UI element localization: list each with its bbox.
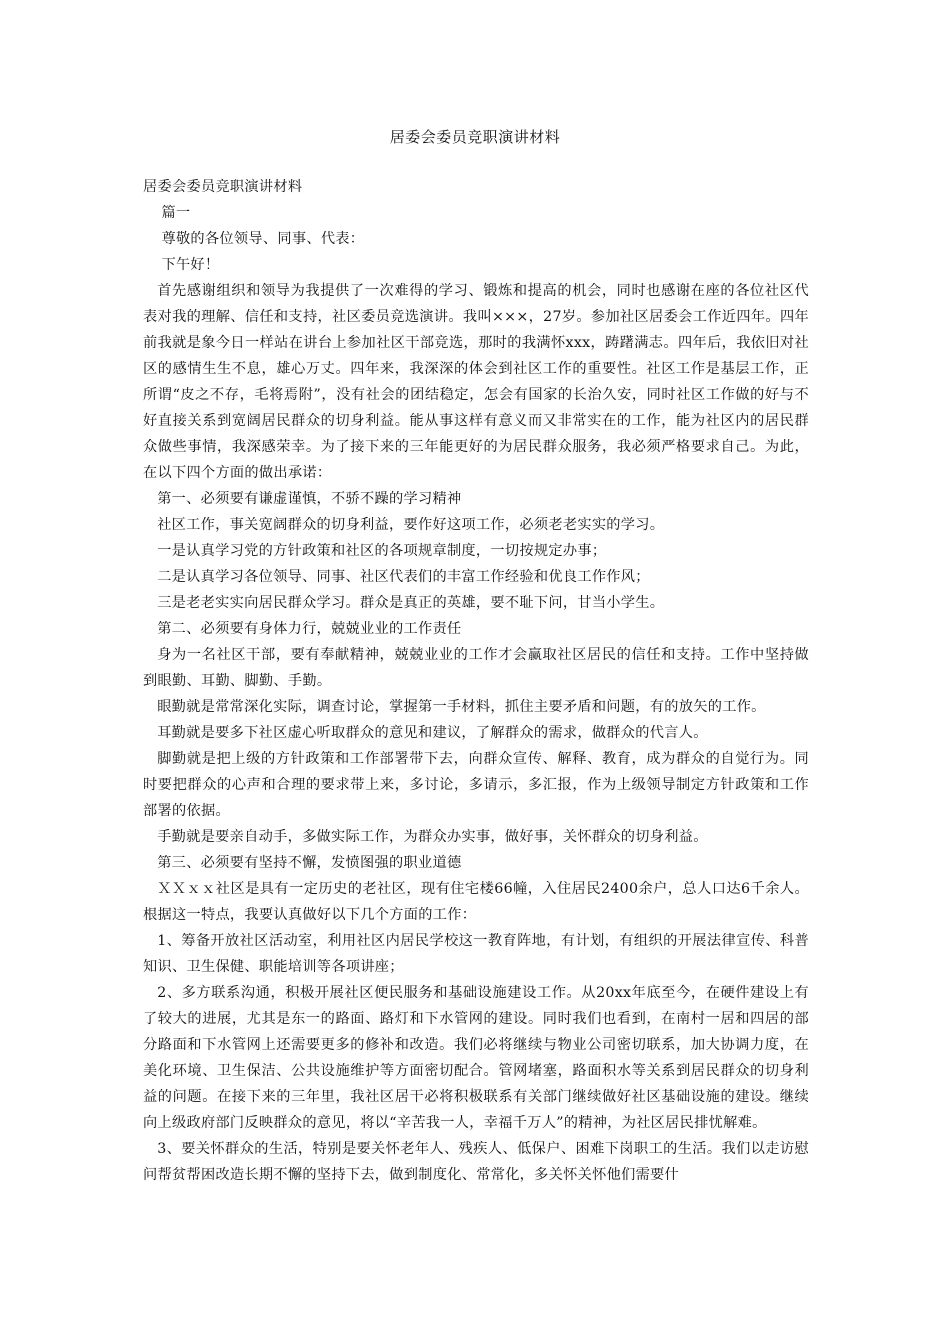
paragraph: 第三、必须要有坚持不懈，发愤图强的职业道德 bbox=[157, 855, 462, 871]
paragraph: 3、要关怀群众的生活，特别是要关怀老年人、残疾人、低保户、困难下岗职工的生活。我们以走访慰问帮贫帮困改造长期不懈的坚持下去，做到制度化、常常化，多关怀关怀他们需要什 bbox=[143, 1141, 809, 1183]
paragraph: 手勤就是要亲自动手，多做实际工作，为群众办实事，做好事，关怀群众的切身利益。 bbox=[157, 829, 708, 845]
paragraph: 眼勤就是常常深化实际，调查讨论，掌握第一手材料，抓住主要矛盾和问题，有的放矢的工作。 bbox=[157, 699, 766, 715]
body-heading: 居委会委员竞职演讲材料 bbox=[143, 179, 303, 195]
paragraph: 三是老老实实向居民群众学习。群众是真正的英雄，要不耻下问，甘当小学生。 bbox=[157, 595, 665, 611]
greeting: 下午好！ bbox=[161, 257, 220, 273]
paragraph: 社区工作，事关宽阔群众的切身利益，要作好这项工作，必须老老实实的学习。 bbox=[157, 517, 665, 533]
paragraph: 一是认真学习党的方针政策和社区的各项规章制度，一切按规定办事； bbox=[157, 543, 607, 559]
paragraph: 首先感谢组织和领导为我提供了一次难得的学习、锻炼和提高的机会，同时也感谢在座的各位社区代表对我的理解、信任和支持，社区委员竞选演讲。我叫×××，27岁。参加社区居委会工作近四年。四年前我就是象今日一样站在讲台上参加社区干部竞选，那时的我满怀xxx，踌躇满志。四年后，我依旧对社区的感情生生不息，雄心万丈。四年来，我深深的体会到社区工作的重要性。社区工作是基层工作，正所谓“皮之不存，毛将焉附”，没有社会的团结稳定，怎会有国家的长治久安，同时社区工作做的好与不好直接关系到宽阔居民群众的切身利益。能从事这样有意义而又非常实在的工作，能为社区内的居民群众做些事情，我深感荣幸。为了接下来的三年能更好的为居民群众服务，我必须严格要求自己。为此，在以下四个方面的做出承诺： bbox=[143, 283, 809, 481]
paragraph: 脚勤就是把上级的方针政策和工作部署带下去，向群众宣传、解释、教育，成为群众的自觉行为。同时要把群众的心声和合理的要求带上来，多讨论，多请示，多汇报，作为上级领导制定方针政策和工作部署的依据。 bbox=[143, 751, 809, 819]
paragraph: 第一、必须要有谦虚谨慎，不骄不躁的学习精神 bbox=[157, 491, 462, 507]
paragraph: 第二、必须要有身体力行，兢兢业业的工作责任 bbox=[157, 621, 462, 637]
document-title: 居委会委员竞职演讲材料 bbox=[389, 128, 561, 146]
paragraph: ＸＸｘｘ社区是具有一定历史的老社区，现有住宅楼66幢，入住居民2400余户，总人口达6千余人。根据这一特点，我要认真做好以下几个方面的工作： bbox=[143, 881, 809, 923]
section-label: 篇一 bbox=[161, 205, 191, 221]
paragraph: 1、筹备开放社区活动室，利用社区内居民学校这一教育阵地，有计划，有组织的开展法律宣传、科普知识、卫生保健、职能培训等各项讲座； bbox=[143, 933, 809, 975]
paragraph: 身为一名社区干部，要有奉献精神，兢兢业业的工作才会赢取社区居民的信任和支持。工作中坚持做到眼勤、耳勤、脚勤、手勤。 bbox=[143, 647, 809, 689]
salutation: 尊敬的各位领导、同事、代表： bbox=[161, 231, 365, 247]
paragraph: 2、多方联系沟通，积极开展社区便民服务和基础设施建设工作。从20xx年底至今，在硬件建设上有了较大的进展，尤其是东一的路面、路灯和下水管网的建设。同时我们也看到，在南村一居和四居的部分路面和下水管网上还需要更多的修补和改造。我们必将继续与物业公司密切联系，加大协调力度，在美化环境、卫生保洁、公共设施维护等方面密切配合。管网堵塞，路面积水等关系到居民群众的切身利益的问题。在接下来的三年里，我社区居干必将积极联系有关部门继续做好社区基础设施的建设。继续向上级政府部门反映群众的意见，将以“辛苦我一人，幸福千万人”的精神，为社区居民排忧解难。 bbox=[143, 985, 809, 1131]
paragraph: 耳勤就是要多下社区虚心听取群众的意见和建议，了解群众的需求，做群众的代言人。 bbox=[157, 725, 708, 741]
paragraph: 二是认真学习各位领导、同事、社区代表们的丰富工作经验和优良工作作风； bbox=[157, 569, 650, 585]
document-body bbox=[143, 174, 809, 1188]
